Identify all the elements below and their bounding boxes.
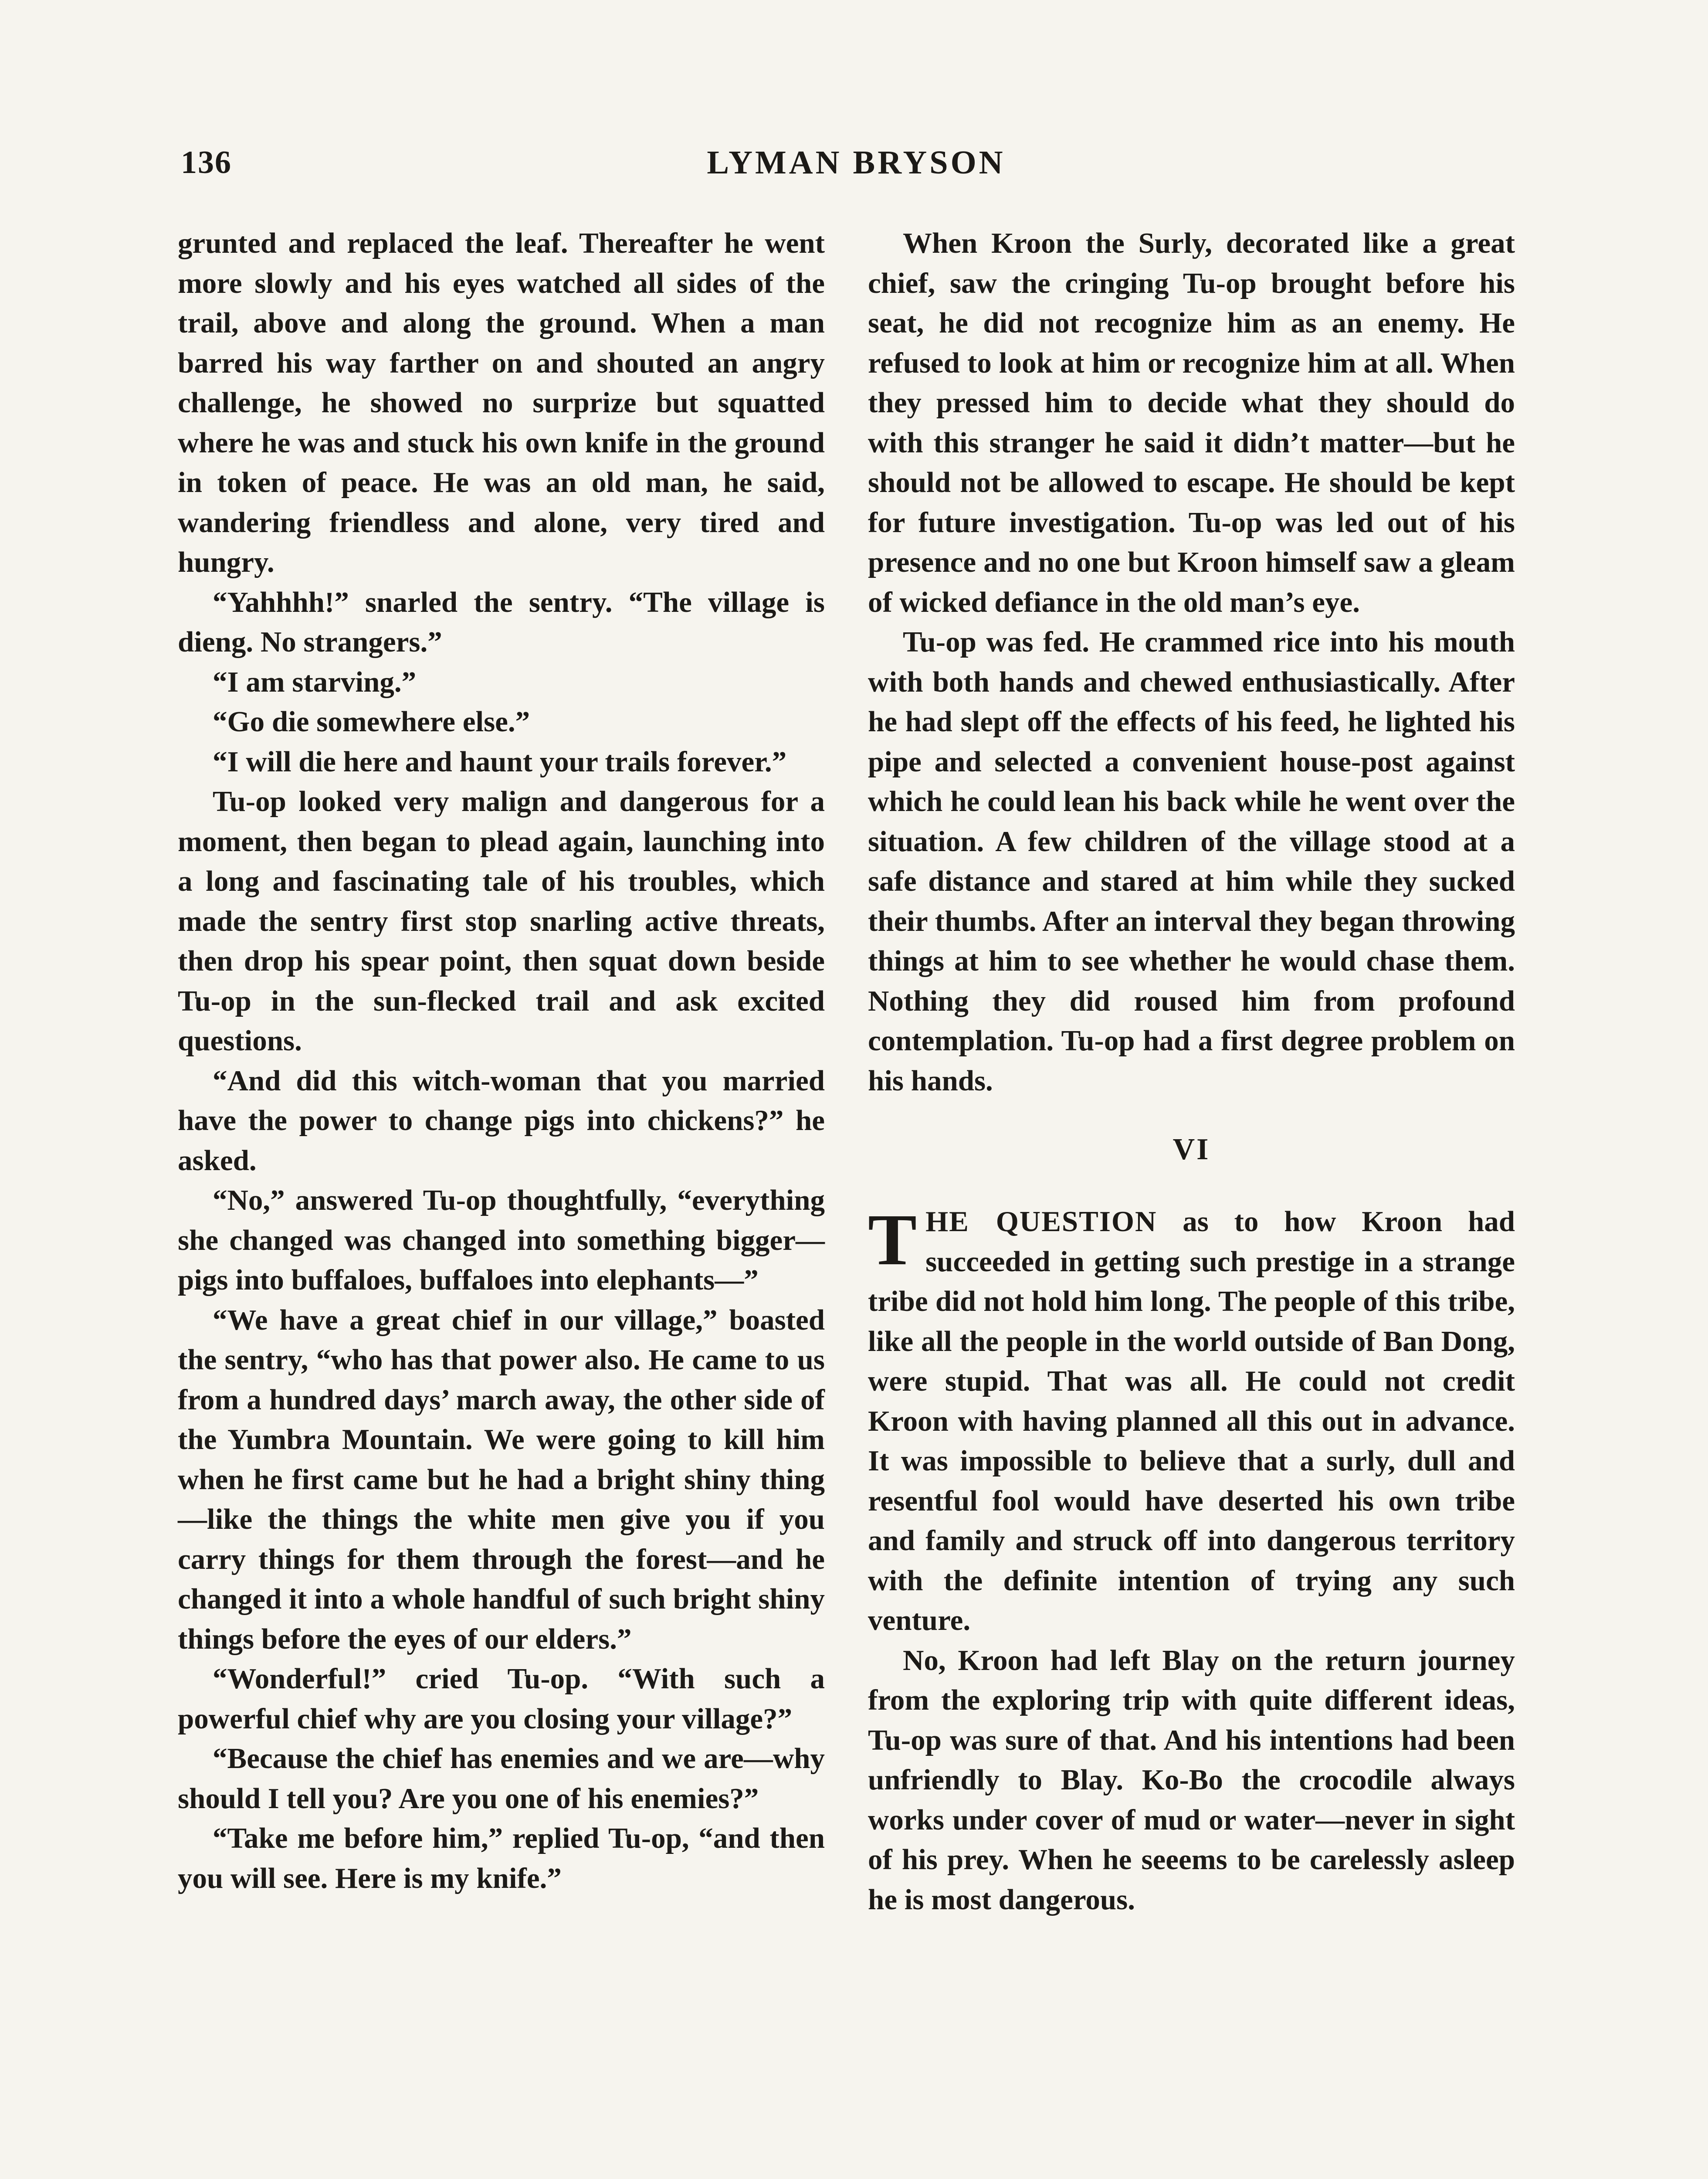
paragraph: “I will die here and haunt your trails forever.” (213, 745, 787, 778)
section-heading: VI (1173, 1133, 1210, 1166)
paragraph: “Wonderful!” cried Tu-op. “With such a powerful chief why are you closing your village?” (178, 1663, 825, 1735)
paragraph: “Take me before him,” replied Tu-op, “and then you will see. Here is my knife.” (178, 1822, 825, 1894)
page-header (181, 139, 1532, 187)
paragraph: When Kroon the Surly, decorated like a great chief, saw the cringing Tu-op brought before his seat, he did not recognize him as an enemy. He refused to look at him or recognize him at all. When they pressed him to decide what they should do with this stranger he said it didn’t matter—but he should not be allowed to escape. He should be kept for future investigation. Tu-op was led out of his presence and no one but Kroon himself saw a gleam of wicked defiance in the old man’s eye. (868, 227, 1515, 618)
drop-cap: T (868, 1199, 917, 1280)
paragraph: Tu-op looked very malign and dangerous for a moment, then began to plead again, launching into a long and fascinating tale of his troubles, which made the sentry first stop snarling active threats, then drop his spear point, then squat down beside Tu-op in the sun-flecked trail and ask excited questions. (178, 785, 825, 1057)
left-column (178, 224, 825, 1898)
running-head: LYMAN BRYSON (707, 144, 1006, 181)
paragraph: “And did this witch-woman that you married have the power to change pigs into chickens?” he asked. (178, 1064, 825, 1177)
paragraph: “We have a great chief in our village,” boasted the sentry, “who has that power also. He came to us from a hundred days’ march away, the other side of the Yumbra Mountain. We were going to kill him when he first came but he had a bright shiny thing—like the things the white men give you if you carry things for them through the forest—and he changed it into a whole handful of such bright shiny things before the eyes of our elders.” (178, 1303, 825, 1655)
paragraph: “Go die somewhere else.” (213, 706, 530, 738)
paragraph: “Yahhhh!” snarled the sentry. “The village is dieng. No strangers.” (178, 586, 825, 658)
paragraph: grunted and replaced the leaf. Thereafter he went more slowly and his eyes watched all sides of the trail, above and along the ground. When a man barred his way farther on and shouted an angry challenge, he showed no surprize but squatted where he was and stuck his own knife in the ground in token of peace. He was an old man, he said, wandering friendless and alone, very tired and hungry. (178, 227, 825, 578)
paragraph: “No,” answered Tu-op thoughtfully, “everything she changed was changed into something bigger—pigs into buffaloes, buffaloes into elephants—” (178, 1184, 825, 1296)
paragraph: No, Kroon had left Blay on the return journey from the exploring trip with quite different ideas, Tu-op was sure of that. And his intentions had been unfriendly to Blay. Ko-Bo the crocodile always works under cover of mud or water—never in sight of his prey. When he seeems to be carelessly asleep he is most dangerous. (868, 1644, 1515, 1916)
paragraph: “Because the chief has enemies and we are—why should I tell you? Are you one of his enemies?” (178, 1742, 825, 1815)
section-opening-paragraph (868, 1199, 1515, 1641)
right-column (868, 224, 1515, 1920)
section-opening-text: as to how Kroon had succeeded in getting such prestige in a strange tribe did not hold him long. The people of this tribe, like all the people in the world outside of Ban Dong, were stupid. That was all. He could not credit Kroon with having planned all this out in advance. It was impossible to believe that a surly, dull and resentful fool would have deserted his own tribe and family and struck off into dangerous territory with the definite intention of trying any such venture. (868, 1205, 1515, 1636)
paragraph: “I am starving.” (213, 665, 417, 698)
paragraph: Tu-op was fed. He crammed rice into his mouth with both hands and chewed enthusiastically. After he had slept off the effects of his feed, he lighted his pipe and selected a convenient house-post against which he could lean his back while he went over the situation. A few children of the village stood at a safe distance and stared at him while they sucked their thumbs. After an interval they began throwing things at him to see whether he would chase them. Nothing they did roused him from profound contemplation. Tu-op had a first degree problem on his hands. (868, 626, 1515, 1097)
page-number: 136 (181, 145, 232, 180)
section-lead-in: HE QUESTION (925, 1205, 1157, 1238)
